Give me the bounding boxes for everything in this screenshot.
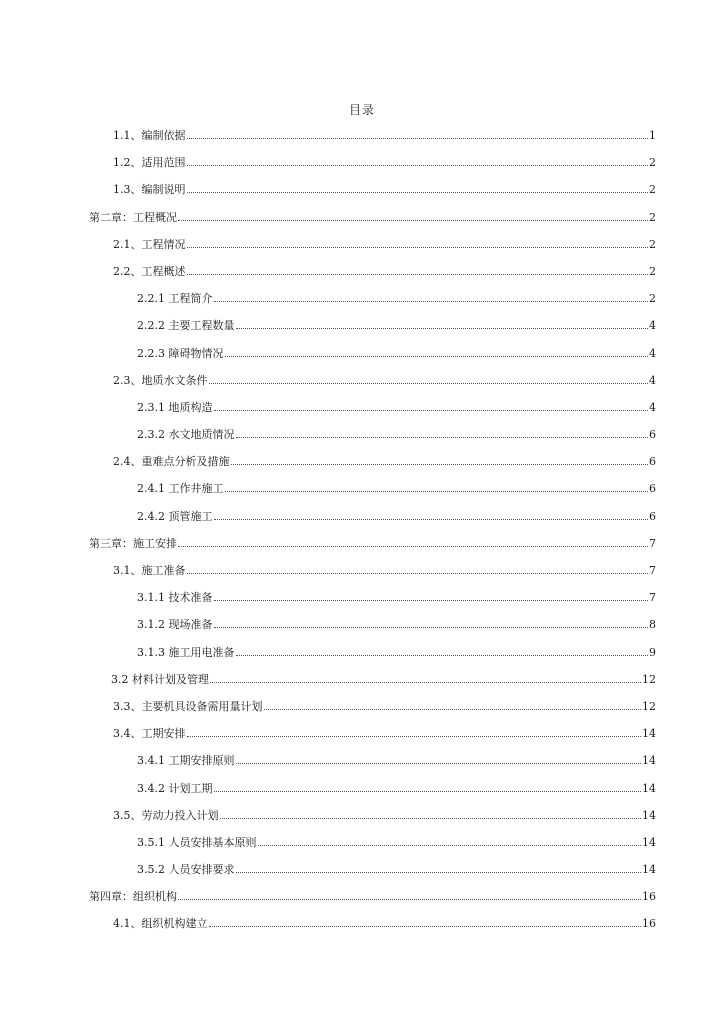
toc-entry-label: 第三章：施工安排: [89, 536, 177, 550]
dot-leader: [187, 246, 649, 248]
toc-entry-label: 2.4、重难点分析及措施: [113, 455, 230, 469]
dot-leader: [214, 626, 649, 628]
toc-entry-page-number: 14: [642, 727, 656, 741]
toc-entry-label: 3.1.1 技术准备: [137, 591, 213, 605]
toc-entry-label: 2.1、工程情况: [113, 237, 186, 251]
table-of-contents: [0, 126, 724, 942]
dot-leader: [187, 164, 649, 166]
dot-leader: [187, 137, 649, 139]
toc-entry[interactable]: [0, 534, 724, 561]
toc-entry-label: 2.2、工程概述: [113, 264, 186, 278]
toc-entry[interactable]: [0, 643, 724, 670]
dot-leader: [236, 654, 649, 656]
toc-entry-label: 2.3.2 水文地质情况: [137, 428, 235, 442]
toc-entry-page-number: 14: [642, 835, 656, 849]
toc-entry-label: 2.3、地质水文条件: [113, 373, 208, 387]
toc-entry-page-number: 8: [649, 618, 656, 632]
toc-entry-page-number: 9: [649, 645, 656, 659]
dot-leader: [178, 898, 641, 900]
dot-leader: [231, 463, 649, 465]
dot-leader: [210, 681, 641, 683]
toc-entry-page-number: 2: [649, 183, 656, 197]
toc-entry-label: 2.4.2 顶管施工: [137, 509, 213, 523]
dot-leader: [187, 572, 649, 574]
toc-entry-page-number: 6: [649, 482, 656, 496]
toc-entry-page-number: 14: [642, 781, 656, 795]
dot-leader: [264, 708, 642, 710]
toc-entry[interactable]: [0, 235, 724, 262]
toc-entry-label: 3.1、施工准备: [113, 564, 186, 577]
dot-leader: [214, 300, 649, 302]
toc-entry-label: 3.2 材料计划及管理: [111, 672, 209, 686]
toc-entry[interactable]: [0, 180, 724, 207]
toc-entry-label: 2.4.1 工作井施工: [137, 482, 224, 496]
toc-title: 目录: [348, 103, 375, 117]
dot-leader: [225, 355, 649, 357]
toc-entry[interactable]: [0, 751, 724, 778]
toc-entry-label: 2.2.2 主要工程数量: [137, 319, 235, 333]
toc-entry-page-number: 4: [649, 319, 656, 333]
toc-entry[interactable]: [0, 615, 724, 642]
toc-entry[interactable]: [0, 860, 724, 887]
toc-entry-label: 3.5、劳动力投入计划: [113, 808, 219, 822]
dot-leader: [214, 409, 649, 411]
toc-entry-page-number: 16: [642, 917, 656, 931]
dot-leader: [236, 871, 642, 873]
toc-entry-label: 2.3.1 地质构造: [137, 400, 213, 414]
dot-leader: [258, 844, 642, 846]
toc-entry-page-number: 2: [649, 292, 656, 306]
toc-entry[interactable]: [0, 425, 724, 452]
toc-entry[interactable]: [0, 289, 724, 316]
toc-entry-label: 2.2.3 障碍物情况: [137, 346, 224, 360]
dot-leader: [236, 436, 649, 438]
dot-leader: [209, 382, 649, 384]
toc-entry-label: 3.1.3 施工用电准备: [137, 645, 235, 659]
toc-entry-label: 第二章：工程概况: [89, 210, 177, 224]
toc-entry-label: 1.1、编制依据: [113, 129, 186, 142]
dot-leader: [187, 735, 642, 737]
dot-leader: [214, 518, 649, 520]
toc-entry-page-number: 2: [649, 264, 656, 278]
toc-entry-page-number: 7: [649, 591, 656, 605]
toc-entry[interactable]: [0, 779, 724, 806]
toc-entry-label: 1.3、编制说明: [113, 183, 186, 197]
dot-leader: [214, 599, 649, 601]
toc-entry[interactable]: [0, 507, 724, 534]
dot-leader: [187, 273, 649, 275]
toc-entry-label: 3.4.1 工期安排原则: [137, 754, 235, 768]
toc-entry[interactable]: [0, 316, 724, 343]
toc-entry[interactable]: [0, 914, 724, 941]
toc-entry-page-number: 16: [642, 890, 656, 904]
toc-entry-page-number: 14: [642, 808, 656, 822]
dot-leader: [236, 327, 649, 329]
dot-leader: [236, 762, 642, 764]
dot-leader: [178, 545, 648, 547]
toc-entry[interactable]: [0, 452, 724, 479]
toc-entry-page-number: 14: [642, 754, 656, 768]
toc-entry-page-number: 2: [649, 156, 656, 170]
toc-entry-page-number: 6: [649, 455, 656, 469]
toc-entry-page-number: 2: [649, 237, 656, 251]
toc-entry[interactable]: [0, 126, 724, 153]
dot-leader: [178, 219, 648, 221]
toc-entry[interactable]: [0, 806, 724, 833]
toc-entry-label: 3.5.1 人员安排基本原则: [137, 835, 257, 849]
toc-entry-page-number: 6: [649, 428, 656, 442]
toc-entry-page-number: 2: [649, 210, 656, 224]
toc-entry[interactable]: [0, 670, 724, 697]
dot-leader: [187, 191, 649, 193]
toc-entry-label: 4.1、组织机构建立: [113, 917, 208, 931]
toc-entry[interactable]: [0, 724, 724, 751]
toc-entry-page-number: 14: [642, 863, 656, 877]
toc-entry[interactable]: [0, 153, 724, 180]
dot-leader: [209, 925, 642, 927]
toc-entry[interactable]: [0, 588, 724, 615]
toc-entry-page-number: 4: [649, 346, 656, 360]
toc-entry[interactable]: [0, 833, 724, 860]
dot-leader: [220, 817, 642, 819]
toc-entry[interactable]: [0, 262, 724, 289]
toc-entry-page-number: 4: [649, 373, 656, 387]
toc-entry-label: 第四章：组织机构: [89, 890, 177, 904]
toc-entry[interactable]: [0, 887, 724, 914]
toc-entry-label: 1.2、适用范围: [113, 156, 186, 170]
toc-entry-page-number: 4: [649, 400, 656, 414]
toc-entry-label: 3.4、工期安排: [113, 727, 186, 741]
toc-entry-label: 3.3、主要机具设备需用量计划: [113, 699, 263, 713]
toc-entry-page-number: 1: [649, 129, 656, 142]
toc-entry-label: 3.4.2 计划工期: [137, 781, 213, 795]
toc-entry[interactable]: [0, 208, 724, 235]
toc-entry-page-number: 12: [642, 699, 656, 713]
toc-entry[interactable]: [0, 398, 724, 425]
toc-entry[interactable]: [0, 697, 724, 724]
toc-entry-label: 2.2.1 工程简介: [137, 292, 213, 306]
toc-entry[interactable]: [0, 479, 724, 506]
toc-entry-page-number: 7: [649, 536, 656, 550]
toc-entry-label: 3.1.2 现场准备: [137, 618, 213, 632]
toc-entry[interactable]: [0, 371, 724, 398]
toc-entry-label: 3.5.2 人员安排要求: [137, 863, 235, 877]
toc-entry[interactable]: [0, 344, 724, 371]
toc-entry-page-number: 6: [649, 509, 656, 523]
dot-leader: [225, 490, 649, 492]
toc-entry-page-number: 7: [649, 564, 656, 577]
dot-leader: [214, 790, 642, 792]
toc-entry-page-number: 12: [642, 672, 656, 686]
toc-entry[interactable]: [0, 561, 724, 588]
